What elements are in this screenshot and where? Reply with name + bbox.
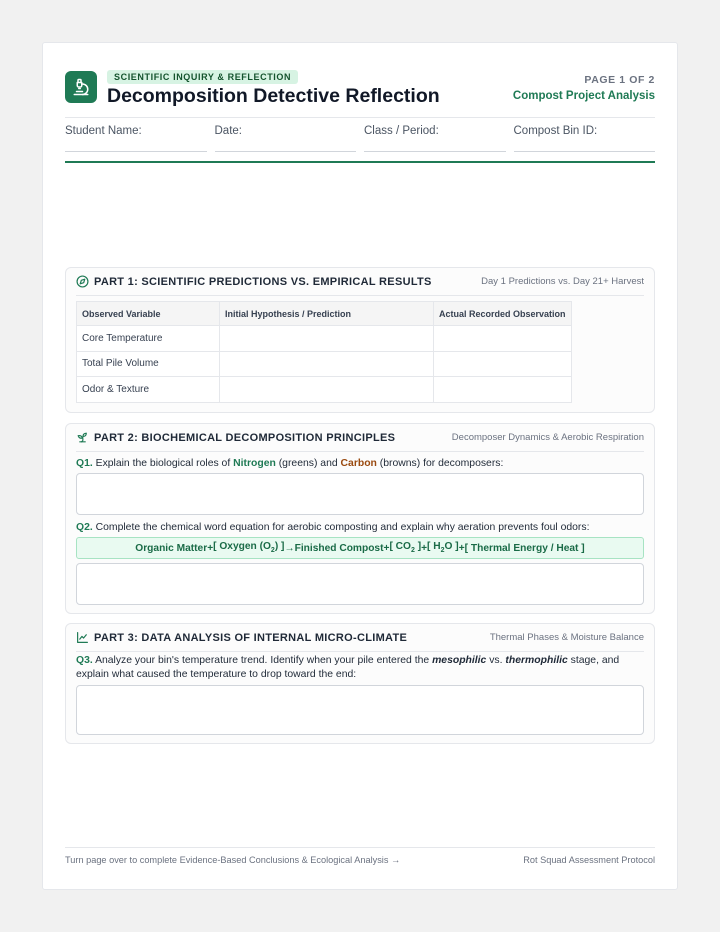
question-text: Complete the chemical word equation for aerobic composting and explain why aeration prevents foul odors: [92, 522, 590, 533]
question-1 [76, 457, 644, 471]
equation-term: [ $CO_2$ ] [389, 541, 422, 555]
equation-plus: + [421, 542, 428, 554]
footer-divider [65, 847, 655, 848]
variable-cell: Total Pile Volume [77, 351, 220, 377]
part3-note: Thermal Phases & Moisture Balance [489, 632, 644, 643]
column-header: Initial Hypothesis / Prediction [220, 302, 434, 326]
variable-cell: Core Temperature [77, 326, 220, 352]
part1-note: Day 1 Predictions vs. Day 21+ Harvest [481, 276, 644, 287]
date-field[interactable]: Date: [215, 125, 357, 152]
question-number: Q2. [76, 522, 93, 533]
q1-answer-box[interactable] [76, 473, 644, 515]
observation-cell[interactable] [434, 351, 572, 377]
table-header-row [77, 302, 572, 326]
column-header: Actual Recorded Observation [434, 302, 572, 326]
q2-answer-box[interactable] [76, 563, 644, 605]
nitrogen-term: Nitrogen [233, 458, 276, 469]
footer-protocol: Rot Squad Assessment Protocol [523, 855, 655, 865]
prediction-cell[interactable] [220, 351, 434, 377]
question-text: Analyze your bin's temperature trend. Identify when your pile entered the [92, 655, 433, 666]
part1-title: PART 1: SCIENTIFIC PREDICTIONS VS. EMPIRICAL RESULTS [94, 275, 432, 288]
table-row [77, 326, 572, 352]
question-text: (greens) and [275, 458, 341, 469]
question-text: vs. [486, 655, 506, 666]
equation-plus: + [458, 542, 465, 554]
part1-header [76, 268, 644, 296]
part2-note: Decomposer Dynamics & Aerobic Respiration [451, 432, 644, 443]
equation-plus: + [383, 542, 390, 554]
compass-icon [76, 275, 89, 288]
part1-section [65, 267, 655, 413]
header-accent-rule [65, 161, 655, 163]
microscope-icon [65, 71, 97, 103]
part3-section [65, 623, 655, 744]
part3-title: PART 3: DATA ANALYSIS OF INTERNAL MICRO-CLIMATE [94, 631, 408, 644]
page-title: Decomposition Detective Reflection [107, 85, 440, 107]
compost-bin-id-field[interactable]: Compost Bin ID: [514, 125, 656, 152]
question-2 [76, 521, 644, 535]
part2-section [65, 423, 655, 614]
equation-term: [ Thermal Energy / Heat ] [464, 542, 585, 554]
question-text: Explain the biological roles of [92, 458, 234, 469]
question-3 [76, 654, 644, 682]
prediction-cell[interactable] [220, 326, 434, 352]
class-period-field[interactable]: Class / Period: [364, 125, 506, 152]
mesophilic-term: mesophilic [432, 655, 487, 666]
sprout-icon [76, 431, 89, 444]
observation-cell[interactable] [434, 326, 572, 352]
question-text: (browns) for decomposers: [376, 458, 504, 469]
prediction-cell[interactable] [220, 377, 434, 403]
question-number: Q3. [76, 655, 93, 666]
category-tag: SCIENTIFIC INQUIRY & REFLECTION [107, 70, 298, 84]
chemical-equation [76, 537, 644, 559]
q3-answer-box[interactable] [76, 685, 644, 735]
equation-term: Finished Compost [294, 542, 384, 554]
page-subtitle: Compost Project Analysis [512, 90, 655, 102]
header-divider [65, 117, 655, 118]
equation-term: Organic Matter [135, 542, 208, 554]
page-number: PAGE 1 OF 2 [584, 74, 655, 86]
equation-term: [ $H_2O$ ] [427, 541, 459, 555]
column-header: Observed Variable [77, 302, 220, 326]
equation-arrow: → [284, 542, 295, 554]
part2-header [76, 424, 644, 452]
part2-title: PART 2: BIOCHEMICAL DECOMPOSITION PRINCIPLES [94, 431, 396, 444]
question-number: Q1. [76, 458, 93, 469]
thermophilic-term: thermophilic [505, 655, 568, 666]
equation-term: [ Oxygen $(O_2)$ ] [213, 541, 285, 555]
line-chart-icon [76, 631, 89, 644]
table-row [77, 377, 572, 403]
footer-instruction: Turn page over to complete Evidence-Based Conclusions & Ecological Analysis → [65, 855, 401, 865]
worksheet-page [42, 42, 678, 890]
variable-cell: Odor & Texture [77, 377, 220, 403]
page-content [65, 43, 655, 889]
equation-plus: + [207, 542, 214, 554]
prediction-table [76, 301, 572, 403]
question-text: stage, and explain what caused the temperature to drop toward the end: [76, 655, 620, 680]
table-row [77, 351, 572, 377]
carbon-term: Carbon [340, 458, 377, 469]
student-info-fields [65, 125, 655, 152]
student-name-field[interactable]: Student Name: [65, 125, 207, 152]
observation-cell[interactable] [434, 377, 572, 403]
part3-header [76, 624, 644, 652]
